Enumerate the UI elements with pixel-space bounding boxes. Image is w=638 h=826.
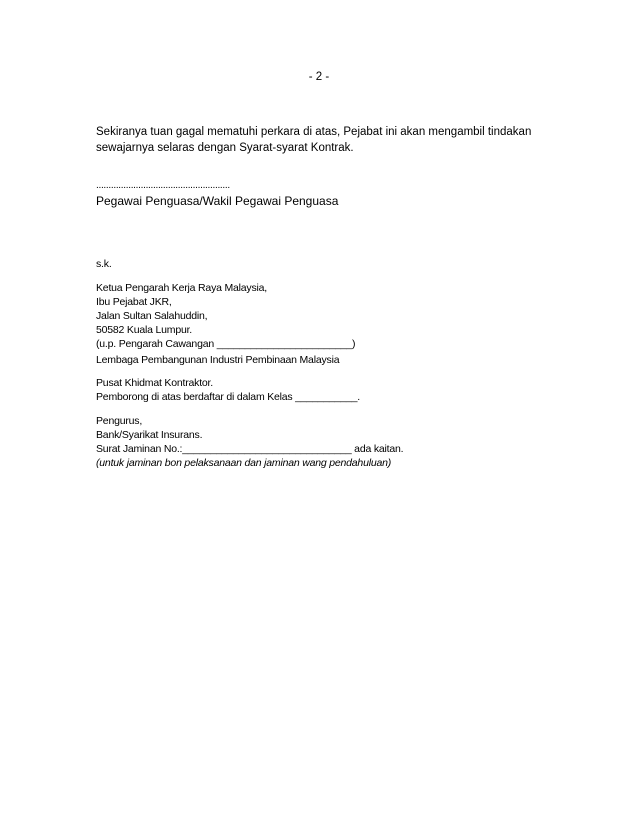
address-line: Pengurus,: [96, 415, 143, 427]
address-line: Bank/Syarikat Insurans.: [96, 429, 203, 441]
address-line: Ibu Pejabat JKR,: [96, 296, 172, 308]
address-line: Surat Jaminan No.:______________________________ ada kaitan.: [96, 443, 404, 455]
address-line: Pemborong di atas berdaftar di dalam Kelas ___________.: [96, 391, 360, 403]
paragraph-line: sewajarnya selaras dengan Syarat-syarat Kontrak.: [96, 142, 354, 154]
recipient-jkr: [96, 281, 556, 351]
page-number: - 2 -: [308, 71, 330, 83]
address-line: Pusat Khidmat Kontraktor.: [96, 377, 213, 389]
address-line: (u.p. Pengarah Cawangan ________________________): [96, 338, 356, 350]
recipient-cidb: [96, 353, 556, 367]
address-line: Lembaga Pembangunan Industri Pembinaan Malaysia: [96, 354, 340, 366]
recipient-bank: [96, 414, 556, 470]
copies-heading: s.k.: [96, 258, 112, 270]
body-paragraph: [96, 124, 556, 156]
address-note: (untuk jaminan bon pelaksanaan dan jaminan wang pendahuluan): [96, 457, 392, 469]
recipient-pkk: [96, 376, 556, 404]
address-line: Ketua Pengarah Kerja Raya Malaysia,: [96, 282, 268, 294]
paragraph-line: Sekiranya tuan gagal mematuhi perkara di atas, Pejabat ini akan mengambil tindakan: [96, 126, 532, 138]
signature-dotted-line: ......................................................: [96, 180, 230, 191]
signatory-title: Pegawai Penguasa/Wakil Pegawai Penguasa: [96, 194, 339, 208]
address-line: Jalan Sultan Salahuddin,: [96, 310, 208, 322]
address-line: 50582 Kuala Lumpur.: [96, 324, 193, 336]
